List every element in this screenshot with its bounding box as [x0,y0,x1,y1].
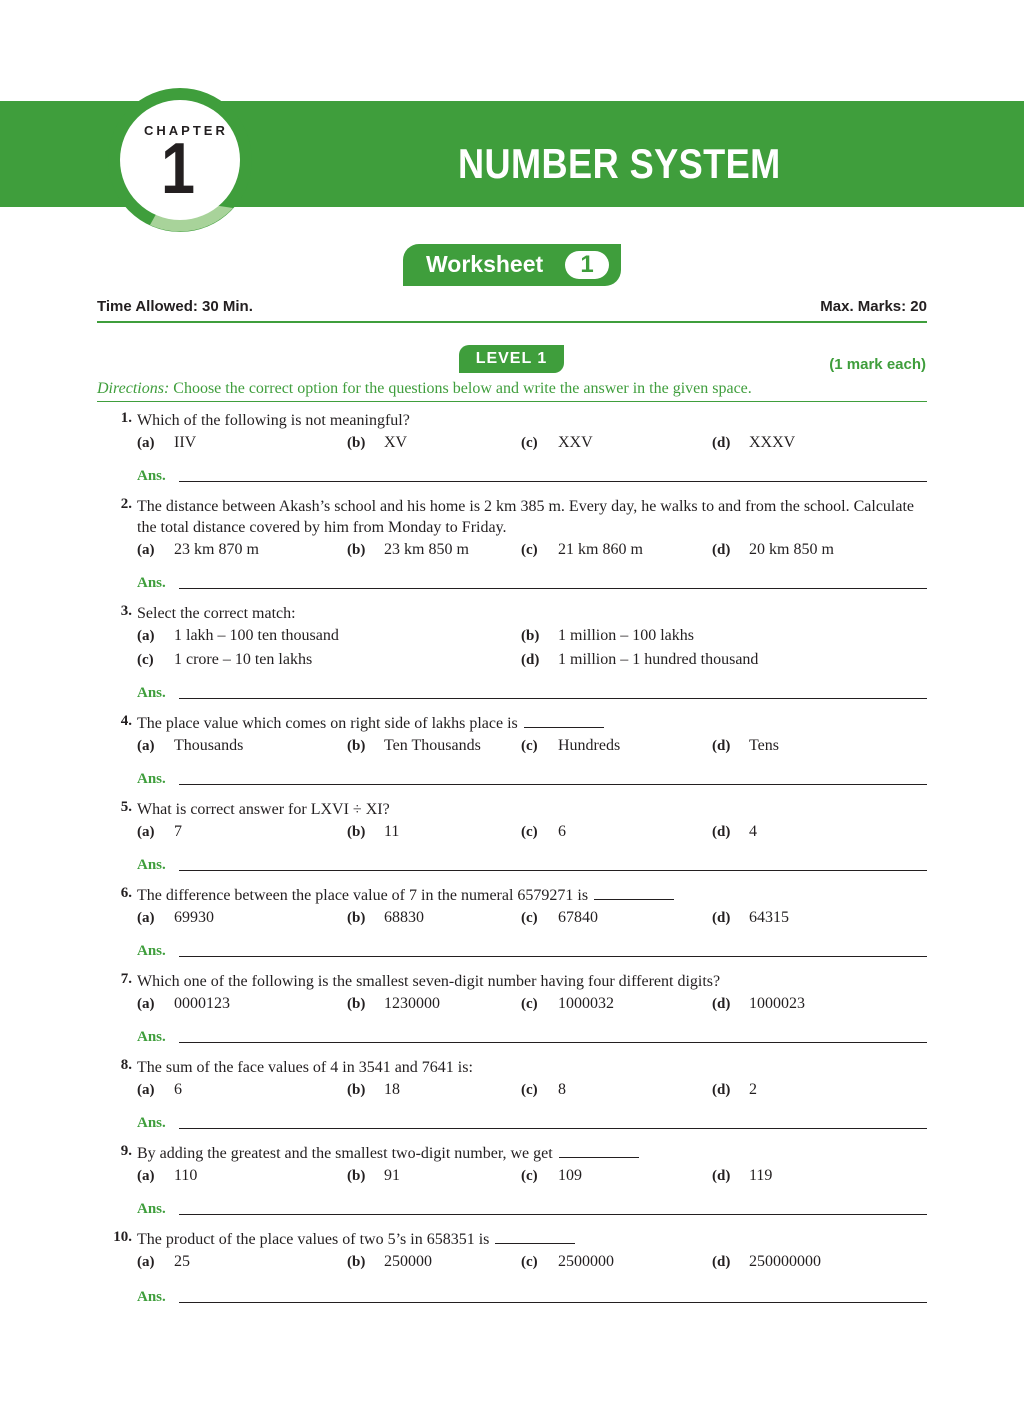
option-text: 8 [558,1081,566,1098]
option-text: 109 [558,1167,582,1184]
options-row [137,541,927,563]
marks-note: (1 mark each) [829,356,926,373]
option-text: 1000032 [558,995,614,1012]
option-text: 0000123 [174,995,230,1012]
option-b[interactable] [347,1253,432,1271]
fill-blank [559,1143,639,1158]
option-text: XXXV [749,434,796,451]
option-letter: (d) [712,824,731,840]
option-text: Hundreds [558,737,621,754]
question-text: What is correct answer for LXVI ÷ XI? [137,801,390,818]
option-c[interactable] [521,1253,614,1271]
option-text: 69930 [174,909,214,926]
option-letter: (d) [521,652,540,668]
options-row [137,995,927,1017]
option-b[interactable] [347,1167,400,1185]
option-letter: (a) [137,1254,155,1270]
option-a[interactable] [137,627,339,645]
chapter-label: CHAPTER [144,123,228,138]
answer-field[interactable] [137,1115,927,1137]
option-letter: (a) [137,996,155,1012]
options-row [137,1253,927,1275]
option-text: XXV [558,434,593,451]
option-text: 110 [174,1167,198,1184]
option-text: 18 [384,1081,400,1098]
option-d[interactable] [712,1167,772,1185]
option-letter: (c) [521,910,538,926]
option-text: 1 million – 1 hundred thousand [558,651,759,668]
option-letter: (d) [712,996,731,1012]
answer-label: Ans. [137,1115,166,1131]
option-d[interactable] [712,909,789,927]
option-text: Thousands [174,737,244,754]
question-text: The distance between Akash’s school and his home is 2 km 385 m. Every day, he walks to and from the school. Calculate the total distance covered by him from Monday to Friday. [137,498,915,536]
option-letter: (c) [521,738,538,754]
answer-line[interactable] [179,1128,927,1129]
answer-line[interactable] [179,698,927,699]
answer-line[interactable] [179,588,927,589]
option-letter: (b) [521,628,540,644]
option-c[interactable] [521,909,598,927]
answer-label: Ans. [137,1201,166,1217]
option-a[interactable] [137,995,230,1013]
answer-label: Ans. [137,1289,166,1305]
option-text: 20 km 850 m [749,541,834,558]
option-c[interactable] [521,1081,566,1099]
answer-field[interactable] [137,575,927,597]
answer-field[interactable] [137,771,927,793]
option-text: 64315 [749,909,789,926]
option-d[interactable] [712,823,757,841]
option-d[interactable] [712,737,779,755]
directions-text: Choose the correct option for the questions below and write the answer in the given space. [169,380,752,397]
header-divider [97,321,927,323]
options-row [137,651,927,673]
answer-label: Ans. [137,1029,166,1045]
option-text: IIV [174,434,197,451]
options-row [137,1167,927,1189]
question-number: 3. [120,603,132,619]
question-text: Select the correct match: [137,605,296,622]
chapter-title: NUMBER SYSTEM [458,140,781,187]
question-text: The sum of the face values of 4 in 3541 and 7641 is: [137,1059,473,1076]
option-letter: (c) [521,1082,538,1098]
answer-line[interactable] [179,956,927,957]
question-text: Which one of the following is the smallest seven-digit number having four different digits? [137,973,721,990]
option-letter: (a) [137,435,155,451]
answer-field[interactable] [137,943,927,965]
answer-label: Ans. [137,685,166,701]
option-c[interactable] [137,651,312,669]
option-text: 4 [749,823,757,840]
answer-label: Ans. [137,943,166,959]
question-number: 5. [120,799,132,815]
option-d[interactable] [712,434,795,452]
option-text: 25 [174,1253,190,1270]
option-text: 68830 [384,909,424,926]
answer-label: Ans. [137,468,166,484]
option-c[interactable] [521,737,620,755]
option-text: 1230000 [384,995,440,1012]
answer-line[interactable] [179,784,927,785]
option-letter: (c) [521,542,538,558]
max-marks: Max. Marks: 20 [820,298,927,315]
option-b[interactable] [347,434,407,452]
answer-field[interactable] [137,857,927,879]
option-a[interactable] [137,1081,182,1099]
fill-blank [495,1229,575,1244]
question-number: 7. [120,971,132,987]
chapter-number: 1 [161,129,196,209]
option-c[interactable] [521,823,566,841]
question-text: The difference between the place value of 7 in the numeral 6579271 is [137,885,927,906]
directions [97,380,752,398]
option-a[interactable] [137,1167,197,1185]
option-letter: (c) [137,652,154,668]
option-text: 11 [384,823,400,840]
option-letter: (d) [712,1254,731,1270]
answer-label: Ans. [137,575,166,591]
option-letter: (a) [137,542,155,558]
option-text: 91 [384,1167,400,1184]
options-row [137,737,927,759]
option-letter: (a) [137,738,155,754]
option-letter: (d) [712,910,731,926]
option-d[interactable] [521,651,758,669]
options-row [137,434,927,456]
option-letter: (b) [347,996,366,1012]
option-b[interactable] [347,541,469,559]
option-letter: (c) [521,824,538,840]
directions-label: Directions: [97,380,170,397]
option-letter: (b) [347,1082,366,1098]
option-b[interactable] [347,909,424,927]
option-text: XV [384,434,408,451]
answer-field[interactable] [137,1289,927,1311]
option-a[interactable] [137,541,259,559]
option-d[interactable] [712,1081,757,1099]
option-text: 67840 [558,909,598,926]
answer-label: Ans. [137,857,166,873]
option-letter: (d) [712,542,731,558]
question-text: Which of the following is not meaningful? [137,412,410,429]
time-allowed: Time Allowed: 30 Min. [97,298,253,315]
option-letter: (d) [712,1082,731,1098]
options-row [137,909,927,931]
option-letter: (a) [137,1168,155,1184]
option-c[interactable] [521,995,614,1013]
answer-line[interactable] [179,1214,927,1215]
question-text: By adding the greatest and the smallest two-digit number, we get [137,1143,927,1164]
option-letter: (c) [521,1254,538,1270]
question-number: 10. [113,1229,132,1245]
worksheet-label: Worksheet [426,251,544,277]
options-row [137,823,927,845]
option-a[interactable] [137,823,182,841]
option-letter: (d) [712,1168,731,1184]
option-letter: (b) [347,824,366,840]
answer-label: Ans. [137,771,166,787]
option-letter: (c) [521,996,538,1012]
option-text: 21 km 860 m [558,541,643,558]
level-badge: LEVEL 1 [459,345,564,373]
option-letter: (a) [137,1082,155,1098]
option-a[interactable] [137,909,214,927]
option-text: 250000 [384,1253,432,1270]
question-text: The product of the place values of two 5’s in 658351 is [137,1229,927,1250]
answer-line[interactable] [179,1042,927,1043]
question-number: 4. [120,713,132,729]
option-text: 1 lakh – 100 ten thousand [174,627,339,644]
option-text: 6 [558,823,566,840]
answer-field[interactable] [137,685,927,707]
question-number: 8. [120,1057,132,1073]
option-text: 23 km 850 m [384,541,469,558]
option-text: Tens [749,737,779,754]
option-text: 2500000 [558,1253,614,1270]
question-number: 6. [120,885,132,901]
answer-field[interactable] [137,468,927,490]
option-d[interactable] [712,541,834,559]
option-c[interactable] [521,434,593,452]
option-text: 1 million – 100 lakhs [558,627,694,644]
option-text: 250000000 [749,1253,821,1270]
worksheet-number: 1 [565,251,609,279]
question-number: 9. [120,1143,132,1159]
options-row [137,627,927,649]
option-letter: (a) [137,824,155,840]
answer-line[interactable] [179,481,927,482]
option-letter: (b) [347,542,366,558]
option-c[interactable] [521,541,643,559]
option-a[interactable] [137,1253,190,1271]
option-text: 23 km 870 m [174,541,259,558]
option-b[interactable] [347,823,399,841]
option-letter: (b) [347,910,366,926]
option-a[interactable] [137,737,243,755]
option-letter: (d) [712,738,731,754]
question-number: 1. [120,410,132,426]
option-c[interactable] [521,1167,582,1185]
fill-blank [594,885,674,900]
option-letter: (b) [347,738,366,754]
option-letter: (a) [137,910,155,926]
option-d[interactable] [712,1253,821,1271]
question-number: 2. [120,496,132,512]
options-row [137,1081,927,1103]
answer-line[interactable] [179,1302,927,1303]
option-d[interactable] [712,995,805,1013]
answer-line[interactable] [179,870,927,871]
option-text: 2 [749,1081,757,1098]
option-b[interactable] [347,995,440,1013]
fill-blank [524,713,604,728]
answer-field[interactable] [137,1201,927,1223]
option-letter: (b) [347,1168,366,1184]
option-letter: (b) [347,435,366,451]
option-b[interactable] [347,737,481,755]
answer-field[interactable] [137,1029,927,1051]
option-letter: (c) [521,1168,538,1184]
question-text: The place value which comes on right side of lakhs place is [137,713,927,734]
option-text: 1 crore – 10 ten lakhs [174,651,313,668]
option-text: 1000023 [749,995,805,1012]
option-b[interactable] [521,627,694,645]
option-text: 7 [174,823,182,840]
option-text: Ten Thousands [384,737,481,754]
directions-divider [97,401,927,402]
option-letter: (c) [521,435,538,451]
option-a[interactable] [137,434,196,452]
option-text: 6 [174,1081,182,1098]
option-letter: (a) [137,628,155,644]
option-b[interactable] [347,1081,400,1099]
option-letter: (d) [712,435,731,451]
option-text: 119 [749,1167,773,1184]
option-letter: (b) [347,1254,366,1270]
